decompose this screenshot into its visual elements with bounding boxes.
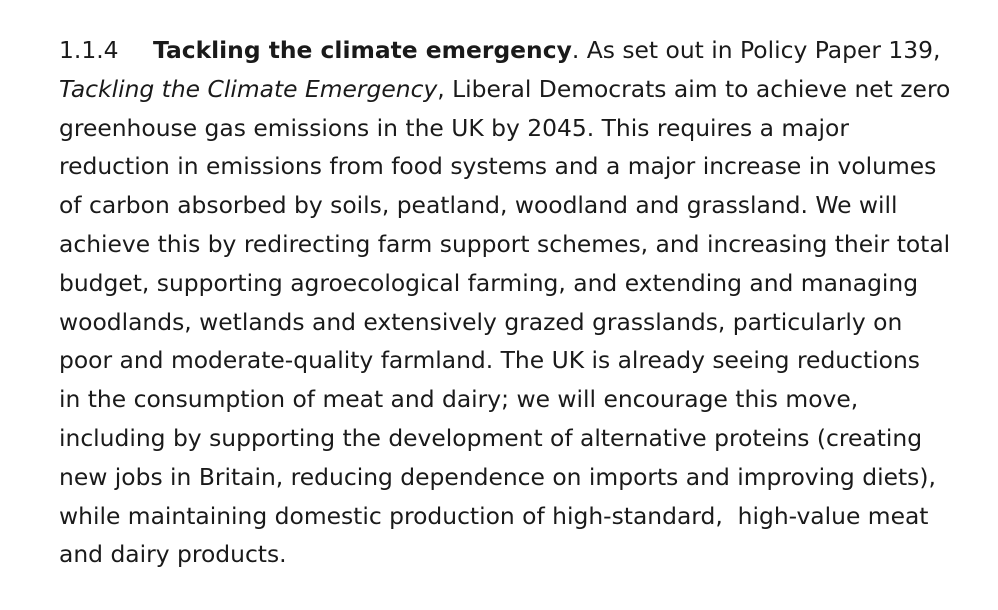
- paragraph-line-4: reduction in emissions from food systems and a major increase in volumes: [59, 152, 937, 181]
- paragraph-line-14: and dairy products.: [59, 540, 287, 569]
- paragraph-line-8: woodlands, wetlands and extensively grazed grasslands, particularly on: [59, 307, 903, 336]
- paragraph-line-10: in the consumption of meat and dairy; we will encourage this move,: [59, 385, 859, 414]
- paragraph-line-3: greenhouse gas emissions in the UK by 2045. This requires a major: [59, 113, 849, 142]
- paragraph-line-1: [59, 31, 959, 70]
- section-heading: Tackling the climate emergency: [153, 36, 572, 64]
- heading-trailing-text: . As set out in Policy Paper 139,: [571, 36, 941, 64]
- title-trailing-text: , Liberal Democrats aim to achieve net zero: [437, 74, 951, 103]
- paragraph-line-9: poor and moderate-quality farmland. The UK is already seeing reductions: [59, 346, 920, 375]
- paragraph-line-6: achieve this by redirecting farm support schemes, and increasing their total: [59, 229, 951, 258]
- paragraph-line-7: budget, supporting agroecological farming, and extending and managing: [59, 268, 919, 297]
- paragraph-line-2: [59, 70, 959, 109]
- paragraph-line-12: new jobs in Britain, reducing dependence on imports and improving diets),: [59, 462, 936, 491]
- policy-paragraph: [59, 31, 959, 574]
- paragraph-line-13: while maintaining domestic production of high-standard, high-value meat: [59, 501, 929, 530]
- policy-paper-title: Tackling the Climate Emergency: [59, 74, 438, 103]
- paragraph-line-11: including by supporting the development of alternative proteins (creating: [59, 423, 923, 452]
- paragraph-line-5: of carbon absorbed by soils, peatland, woodland and grassland. We will: [59, 191, 898, 220]
- section-number: 1.1.4: [59, 36, 119, 64]
